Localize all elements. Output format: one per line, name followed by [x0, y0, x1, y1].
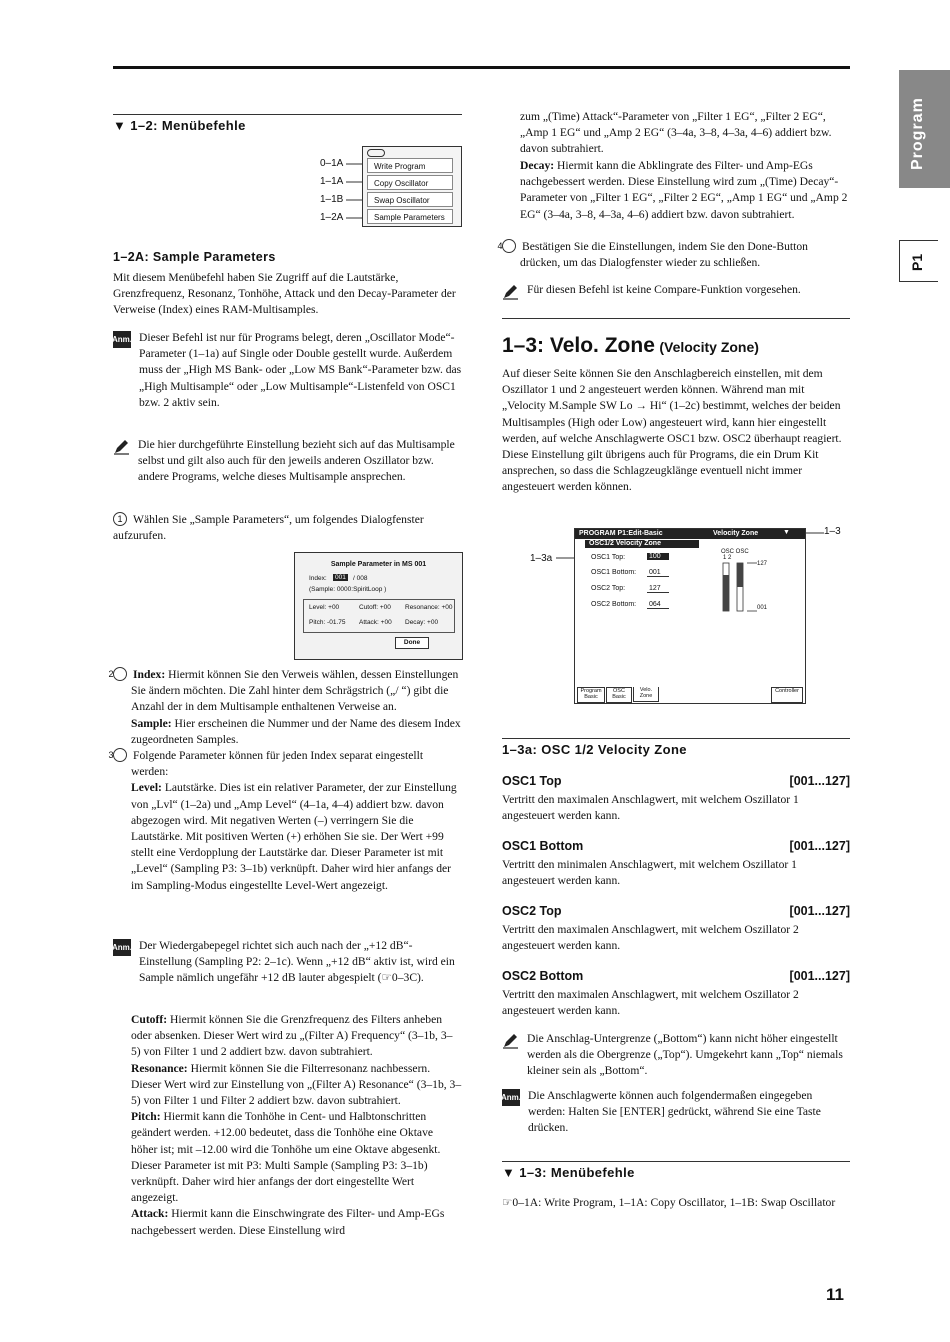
pitch-field[interactable]: Pitch: -01.75: [309, 619, 346, 626]
graph-bottom-label: 001: [757, 605, 768, 611]
note-1: [113, 437, 462, 486]
menu-item-write-program[interactable]: Write Program: [367, 158, 453, 173]
step-number-icon: 4: [502, 239, 516, 253]
index-label: Index:: [309, 575, 327, 582]
velocity-graph: [719, 561, 759, 613]
tab-velo-zone[interactable]: Velo. Zone: [633, 687, 659, 702]
menu-tab-icon: [367, 149, 385, 157]
graph-label: OSC OSC: [721, 549, 749, 555]
step-4: 4 Bestätigen Sie die Einstellungen, indem Sie den Done-Button drücken, um das Dialogfenster wieder zu schließen.: [497, 240, 808, 270]
callout-label: 1–3: [824, 526, 841, 537]
pencil-icon: [113, 438, 130, 455]
section-rule: [113, 114, 462, 115]
section-rule: [502, 318, 850, 319]
index-field[interactable]: 001: [335, 574, 346, 581]
lcd-row-label: OSC2 Top:: [591, 585, 626, 592]
page-number: 11: [826, 1285, 844, 1304]
param-item: OSC1 Top [001...127] Vertritt den maximalen Anschlagwert, mit welchem Oszillator 1 angesteuert werden kann.: [502, 774, 850, 823]
tab-controller[interactable]: Controller: [771, 687, 803, 703]
decay-description: Decay: Hiermit kann die Abklingrate des Filter- und Amp-EGs nachgebessert werden. Diese Einstellung wird zum „(Time) Decay“-Parameter von „Filter 1 EG“, „Filter 2 EG“, „Amp 1 EG“ und „Amp 2 EG“ (3–4a, 3–8, 4–3a, 4–6) addiert bzw. davon subtrahiert.: [520, 159, 848, 221]
param-item: OSC2 Bottom [001...127] Vertritt den maximalen Anschlagwert, mit welchem Oszillator 2 angesteuert werden kann.: [502, 969, 850, 1018]
menu-item-swap-oscillator[interactable]: Swap Oscillator: [367, 192, 453, 207]
index-total: / 008: [353, 575, 368, 582]
sample-parameter-dialog: [294, 552, 463, 660]
done-button[interactable]: Done: [395, 637, 429, 649]
resonance-field[interactable]: Resonance: +00: [405, 604, 453, 611]
menu-label: 0–1A: [320, 158, 344, 169]
osc-velocity-heading: 1–3a: OSC 1/2 Velocity Zone: [502, 742, 687, 757]
lcd-screen: [574, 528, 806, 704]
pencil-icon: [502, 1032, 519, 1049]
step-number-icon: 2: [113, 667, 127, 681]
lcd-row-label: OSC1 Bottom:: [591, 569, 637, 576]
step-2: 2 Index: Hiermit können Sie den Verweis wählen, dessen Einstellungen Sie ändern möchten. Die Zahl hinter dem Schrägstrich („/ “) gibt die Anzahl der in dem Multisample enthaltenen Verweise an. Sample: Hier erscheinen die Nummer und der Name des diesem Index zugeordneten Samples. 3 Folgende Parameter können für jeden Index separat eingestellt werden: Level: Lautstärke. Dies ist ein relativer Parameter, der zur Einstellung von „Lvl“ (1–2a) und „Amp Level“ (4–1a, 4–4) addiert bzw. davon abgezogen wird. Mit negativen Werten (–) verringern Sie die Lautstärke. Mit positiven Werten (+) erhöhen Sie sie. Der Wert +99 stellt eine Verdopplung der Lautstärke dar. Dieser Parameter ist mit „Level“ (Sampling P3: 3–1b) verknüpft. Daher wird hier anfangs der im Sampling-Modus eingestellte Level-Wert angezeigt.: [108, 668, 461, 892]
note-bottom: [502, 1031, 850, 1080]
osc2-top-field[interactable]: 127: [647, 585, 669, 593]
step-number-icon: 3: [113, 748, 127, 762]
pencil-icon: [502, 283, 519, 300]
menu-label: 1–1A: [320, 176, 344, 187]
tab-osc-basic[interactable]: OSC Basic: [606, 687, 632, 703]
cutoff-field[interactable]: Cutoff: +00: [359, 604, 391, 611]
tab-program-basic[interactable]: Program Basic: [577, 687, 605, 703]
velo-zone-heading: 1–3: Velo. Zone (Velocity Zone): [502, 334, 759, 357]
menu-label: 1–2A: [320, 212, 344, 223]
graph-top-label: 127: [757, 561, 768, 567]
menu-heading: ▼ 1–2: Menübefehle: [113, 118, 246, 133]
lcd-titlebar: PROGRAM P1:Edit-Basic Velocity Zone ▼: [575, 529, 805, 539]
menu-item-copy-oscillator[interactable]: Copy Oscillator: [367, 175, 453, 190]
anm-note-2: [113, 938, 462, 987]
top-rule: [113, 66, 850, 69]
note-text: Die Anschlag-Untergrenze („Bottom“) kann nicht höher eingestellt werden als die Obergrenze („Top“). Umgekehrt kann „Top“ niemals kleiner sein als „Bottom“.: [527, 1032, 843, 1078]
anm-icon: Anm.: [113, 331, 131, 348]
lcd-row-label: OSC1 Top:: [591, 554, 626, 561]
dialog-title: Sample Parameter in MS 001: [330, 561, 427, 568]
section-rule: [502, 738, 850, 739]
anm-icon: Anm.: [502, 1089, 520, 1106]
param-item: OSC2 Top [001...127] Vertritt den maximalen Anschlagwert, mit welchem Oszillator 2 angesteuert werden kann.: [502, 904, 850, 953]
note-text: Die hier durchgeführte Einstellung bezieht sich auf das Multisample selbst und gilt also auch für den jeweils anderen Oszillator bzw. andere Programs, welche dieses Multisample ansprechen.: [138, 438, 455, 484]
level-field[interactable]: Level: +00: [309, 604, 340, 611]
param-descriptions: Cutoff: Hiermit können Sie die Grenzfrequenz des Filters anheben oder absenken. Dieser Wert wird zu „(Filter A) Frequency“ (3–1b, 3–5) von Filter 1 und 2 addiert bzw. davon subtrahiert. Resonance: Hiermit können Sie die Filterresonanz nachbessern. Dieser Wert wird zur Einstellung von „(Filter A) Resonance“ (3–1b, 3–5) von Filter 1 und Filter 2 addiert bzw. davon subtrahiert. Pitch: Hiermit kann die Tonhöhe in Cent- und Halbtonschritten geändert werden. +12.00 bedeutet, dass die Tonhöhe eine Oktave höher ist; mit –12.00 wird die Tonhöhe um eine Oktave abgesenkt. Dieser Parameter ist mit P3: Multi Sample (Sampling P3: 3–1b) verknüpft. Daher wird hier anfangs der dort eingestellte Wert angezeigt. Attack: Hiermit kann die Einschwingrate des Filter- und Amp-EGs nachgebessert werden. Diese Einstellung wird: [131, 1013, 462, 1237]
note-compare: [502, 282, 850, 300]
page-tab-p1: P1: [899, 240, 938, 282]
osc1-bottom-field[interactable]: 001: [647, 569, 669, 577]
menu13-heading: ▼ 1–3: Menübefehle: [502, 1165, 635, 1180]
anm-note-3: [502, 1088, 850, 1137]
osc2-bottom-field[interactable]: 064: [647, 601, 669, 609]
graph-sublabel: 1 2: [723, 555, 732, 561]
note-text: Für diesen Befehl ist keine Compare-Funktion vorgesehen.: [527, 283, 801, 296]
dropdown-arrow-icon[interactable]: ▼: [783, 529, 790, 536]
lcd-row-label: OSC2 Bottom:: [591, 601, 637, 608]
decay-field[interactable]: Decay: +00: [405, 619, 439, 626]
sample-heading: 1–2A: Sample Parameters: [113, 250, 276, 264]
menu13-text: ☞0–1A: Write Program, 1–1A: Copy Oscillator, 1–1B: Swap Oscillator: [502, 1196, 836, 1209]
section-rule: [502, 1161, 850, 1162]
menu-item-sample-parameters[interactable]: Sample Parameters: [367, 209, 453, 224]
step-1: 1 Wählen Sie „Sample Parameters“, um folgendes Dialogfenster aufzurufen.: [113, 513, 424, 543]
attack-field[interactable]: Attack: +00: [359, 619, 392, 626]
anm-icon: Anm.: [113, 939, 131, 956]
attack-continued: zum „(Time) Attack“-Parameter von „Filter 1 EG“, „Filter 2 EG“, „Amp 1 EG“ und „Amp 2 EG“ (3–4a, 3–8, 4–3a, 4–6) addiert bzw. davon subtrahiert.: [520, 110, 832, 156]
callout-label: 1–3a: [530, 553, 553, 564]
anm-note-text: Die Anschlagwerte können auch folgendermaßen eingegeben werden: Halten Sie [ENTER] gedrückt, während Sie eine Taste drücken.: [528, 1089, 821, 1135]
osc1-top-field[interactable]: 100: [647, 553, 669, 560]
param-list: [502, 774, 850, 1024]
anm-note-text: Der Wiedergabepegel richtet sich auch nach der „+12 dB“-Einstellung (Sampling P2: 2–1c). Wenn „+12 dB“ aktiv ist, wird ein Sample nämlich ungefähr +12 dB lauter abgespielt (☞0–3C).: [139, 939, 455, 985]
param-item: OSC1 Bottom [001...127] Vertritt den minimalen Anschlagwert, mit welchem Oszillator 1 angesteuert werden kann.: [502, 839, 850, 888]
velo-intro: Auf dieser Seite können Sie den Anschlagbereich einstellen, mit dem Oszillator 1 und 2 angesteuert werden können. Während man mit „Velocity M.Sample SW Lo → Hi“ (1–2c) bestimmt, welches der beiden Multisamples (High oder Low) angesteuert wird, kann hier eingestellt werden, auf welche Anschlagwerte OSC1 bzw. OSC2 überhaupt reagiert. Diese Einstellung gilt übrigens auch für Programs, die ein Drum Kit ansprechen, so dass die Schlagzeugklänge eventuell nicht immer angesteuert werden können.: [502, 367, 842, 494]
sample-intro: Mit diesem Menübefehl haben Sie Zugriff auf die Lautstärke, Grenzfrequenz, Resonanz, Tonhöhe, Attack und den Decay-Parameter der Verweise (Index) eines RAM-Multisamples.: [113, 271, 456, 317]
anm-note-text: Dieser Befehl ist nur für Programs belegt, deren „Oscillator Mode“-Parameter (1–1a) auf Single oder Double gestellt wurde. Außerdem muss der „High MS Bank- oder „Low MS Bank“-Parameter bzw. das „High Multisample“ oder „Low Multisample“-Listenfeld von OSC1 bzw. 2 aktiv sein.: [139, 331, 462, 409]
lcd-section-title: OSC1/2 Velocity Zone: [585, 540, 699, 548]
sample-line: (Sample: 0000:SpiritLoop ): [309, 586, 387, 593]
menu-popup: [362, 146, 462, 227]
menu-label: 1–1B: [320, 194, 344, 205]
side-tab-program: Program: [899, 70, 950, 188]
step-number-icon: 1: [113, 512, 127, 526]
anm-note-1: [113, 330, 462, 411]
